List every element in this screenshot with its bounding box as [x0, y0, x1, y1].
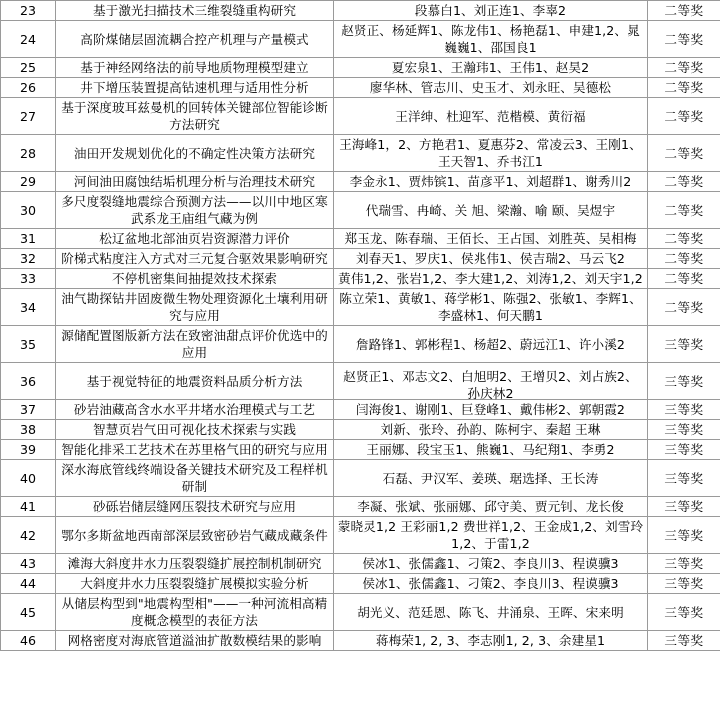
paper-title-cell: 基于视觉特征的地震资料品质分析方法 — [56, 363, 334, 400]
row-index-cell: 39 — [1, 440, 56, 460]
paper-title-cell: 河间油田腐蚀结垢机理分析与治理技术研究 — [56, 172, 334, 192]
table-row — [1, 554, 720, 574]
paper-authors-cell: 赵贤正、杨延辉1、陈龙伟1、杨艳磊1、申建1,2、晁巍巍1、邵国良1 — [334, 21, 648, 58]
paper-authors-cell: 段慕白1、刘正连1、李辜2 — [334, 1, 648, 21]
table-row — [1, 78, 720, 98]
table-row — [1, 172, 720, 192]
row-index-cell: 40 — [1, 460, 56, 497]
award-level-cell: 二等奖 — [648, 135, 720, 172]
award-level-cell: 二等奖 — [648, 21, 720, 58]
award-level-cell: 二等奖 — [648, 98, 720, 135]
paper-authors-cell: 王洋绅、杜迎军、范楷模、黄衍福 — [334, 98, 648, 135]
award-level-cell: 二等奖 — [648, 269, 720, 289]
paper-title-cell: 从储层构型到"地震构型相"——一种河流相高精度概念模型的表征方法 — [56, 594, 334, 631]
paper-title-cell: 源储配置图版新方法在致密油甜点评价优选中的应用 — [56, 326, 334, 363]
table-row — [1, 594, 720, 631]
paper-title-cell: 基于深度玻耳兹曼机的回转体关键部位智能诊断方法研究 — [56, 98, 334, 135]
row-index-cell: 23 — [1, 1, 56, 21]
row-index-cell: 37 — [1, 400, 56, 420]
award-level-cell: 二等奖 — [648, 1, 720, 21]
table-row — [1, 289, 720, 326]
award-level-cell: 三等奖 — [648, 460, 720, 497]
paper-title-cell: 油田开发规划优化的不确定性决策方法研究 — [56, 135, 334, 172]
table-row — [1, 460, 720, 497]
table-row — [1, 58, 720, 78]
paper-title-cell: 大斜度井水力压裂裂缝扩展模拟实验分析 — [56, 574, 334, 594]
paper-authors-cell: 李凝、张斌、张丽娜、邱守美、贾元钊、龙长俊 — [334, 497, 648, 517]
paper-authors-cell: 夏宏泉1、王瀚玮1、王伟1、赵昊2 — [334, 58, 648, 78]
paper-title-cell: 井下增压装置提高钻速机理与适用性分析 — [56, 78, 334, 98]
award-level-cell: 二等奖 — [648, 58, 720, 78]
row-index-cell: 42 — [1, 517, 56, 554]
table-row — [1, 326, 720, 363]
award-level-cell: 二等奖 — [648, 172, 720, 192]
paper-authors-cell: 代瑞雪、冉崎、关 旭、梁瀚、喻 颐、吴煜宇 — [334, 192, 648, 229]
table-row — [1, 440, 720, 460]
table-row — [1, 229, 720, 249]
row-index-cell: 36 — [1, 363, 56, 400]
row-index-cell: 28 — [1, 135, 56, 172]
paper-authors-cell: 胡光义、范廷恩、陈飞、井涌泉、王晖、宋来明 — [334, 594, 648, 631]
award-level-cell: 三等奖 — [648, 497, 720, 517]
award-level-cell: 二等奖 — [648, 78, 720, 98]
paper-title-cell: 阶梯式粘度注入方式对三元复合驱效果影响研究 — [56, 249, 334, 269]
table-row — [1, 135, 720, 172]
row-index-cell: 46 — [1, 631, 56, 651]
award-level-cell: 三等奖 — [648, 440, 720, 460]
paper-authors-cell: 王海峰1，2、方艳君1、夏惠芬2、常凌云3、王刚1、王天智1、乔书江1 — [334, 135, 648, 172]
paper-authors-cell: 廖华林、管志川、史玉才、刘永旺、吴德松 — [334, 78, 648, 98]
row-index-cell: 44 — [1, 574, 56, 594]
row-index-cell: 41 — [1, 497, 56, 517]
table-row — [1, 420, 720, 440]
award-level-cell: 三等奖 — [648, 594, 720, 631]
award-level-cell: 二等奖 — [648, 229, 720, 249]
paper-title-cell: 不停机密集间抽提效技术探索 — [56, 269, 334, 289]
paper-authors-cell: 侯冰1、张儒鑫1、刁策2、李良川3、程谟骥3 — [334, 574, 648, 594]
table-row — [1, 98, 720, 135]
award-level-cell: 三等奖 — [648, 400, 720, 420]
row-index-cell: 30 — [1, 192, 56, 229]
row-index-cell: 26 — [1, 78, 56, 98]
paper-title-cell: 砂岩油藏高含水水平井堵水治理模式与工艺 — [56, 400, 334, 420]
table-row — [1, 192, 720, 229]
paper-authors-cell: 蒙晓灵1,2 王彩丽1,2 费世祥1,2、王金成1,2、刘雪玲1,2、于雷1,2 — [334, 517, 648, 554]
row-index-cell: 24 — [1, 21, 56, 58]
paper-title-cell: 网格密度对海底管道溢油扩散数模结果的影响 — [56, 631, 334, 651]
row-index-cell: 45 — [1, 594, 56, 631]
award-level-cell: 三等奖 — [648, 363, 720, 400]
award-level-cell: 二等奖 — [648, 249, 720, 269]
paper-title-cell: 砂砾岩储层缝网压裂技术研究与应用 — [56, 497, 334, 517]
table-row — [1, 363, 720, 400]
row-index-cell: 35 — [1, 326, 56, 363]
table-row — [1, 1, 720, 21]
award-level-cell: 三等奖 — [648, 574, 720, 594]
row-index-cell: 43 — [1, 554, 56, 574]
paper-title-cell: 智慧页岩气田可视化技术探索与实践 — [56, 420, 334, 440]
paper-authors-cell: 黄伟1,2、张岩1,2、李大建1,2、刘涛1,2、刘天宇1,2 — [334, 269, 648, 289]
paper-title-cell: 智能化排采工艺技术在苏里格气田的研究与应用 — [56, 440, 334, 460]
award-level-cell: 三等奖 — [648, 326, 720, 363]
paper-title-cell: 滩海大斜度井水力压裂裂缝扩展控制机制研究 — [56, 554, 334, 574]
award-level-cell: 三等奖 — [648, 554, 720, 574]
row-index-cell: 32 — [1, 249, 56, 269]
paper-authors-cell: 石磊、尹汉军、姜瑛、琚选择、王长涛 — [334, 460, 648, 497]
paper-title-cell: 基于激光扫描技术三维裂缝重构研究 — [56, 1, 334, 21]
table-row — [1, 497, 720, 517]
paper-authors-cell: 陈立荣1、黄敏1、蒋学彬1、陈强2、张敏1、李辉1、李盛林1、何天鹏1 — [334, 289, 648, 326]
paper-authors-cell: 侯冰1、张儒鑫1、刁策2、李良川3、程谟骥3 — [334, 554, 648, 574]
paper-authors-cell: 李金永1、贾炜镔1、苗彦平1、刘超群1、谢秀川2 — [334, 172, 648, 192]
table-row — [1, 517, 720, 554]
paper-title-cell: 油气勘探钻井固废微生物处理资源化土壤利用研究与应用 — [56, 289, 334, 326]
paper-title-cell: 深水海底管线终端设备关键技术研究及工程样机研制 — [56, 460, 334, 497]
row-index-cell: 33 — [1, 269, 56, 289]
paper-authors-cell: 王丽娜、段宝玉1、熊巍1、马纪翔1、李勇2 — [334, 440, 648, 460]
paper-authors-cell: 刘新、张玲、孙韵、陈柯宇、秦超 王琳 — [334, 420, 648, 440]
paper-authors-cell: 蒋梅荣1, 2, 3、李志刚1, 2, 3、余建星1 — [334, 631, 648, 651]
paper-title-cell: 高阶煤储层固流耦合控产机理与产量模式 — [56, 21, 334, 58]
award-level-cell: 三等奖 — [648, 420, 720, 440]
table-row — [1, 249, 720, 269]
row-index-cell: 27 — [1, 98, 56, 135]
paper-authors-cell: 赵贤正1、邓志文2、白旭明2、王增贝2、刘占族2、孙庆林2 — [334, 367, 648, 404]
paper-title-cell: 基于神经网络法的前导地质物理模型建立 — [56, 58, 334, 78]
row-index-cell: 25 — [1, 58, 56, 78]
table-row — [1, 574, 720, 594]
row-index-cell: 31 — [1, 229, 56, 249]
paper-title-cell: 鄂尔多斯盆地西南部深层致密砂岩气藏成藏条件 — [56, 517, 334, 554]
paper-authors-cell: 郑玉龙、陈春瑞、王佰长、王占国、刘胜英、吴相梅 — [334, 229, 648, 249]
award-table-body — [1, 1, 720, 651]
row-index-cell: 29 — [1, 172, 56, 192]
paper-title-cell: 多尺度裂缝地震综合预测方法——以川中地区寒武系龙王庙组气藏为例 — [56, 192, 334, 229]
paper-authors-cell: 刘春天1、罗庆1、侯兆伟1、侯吉瑞2、马云飞2 — [334, 249, 648, 269]
table-row — [1, 631, 720, 651]
award-level-cell: 三等奖 — [648, 631, 720, 651]
paper-title-cell: 松辽盆地北部油页岩资源潜力评价 — [56, 229, 334, 249]
paper-authors-cell: 闫海俊1、谢刚1、巨登峰1、戴伟彬2、郭朝霞2 — [334, 400, 648, 420]
award-level-cell: 三等奖 — [648, 517, 720, 554]
table-row — [1, 21, 720, 58]
row-index-cell: 34 — [1, 289, 56, 326]
row-index-cell: 38 — [1, 420, 56, 440]
award-level-cell: 二等奖 — [648, 192, 720, 229]
table-row — [1, 269, 720, 289]
paper-authors-cell: 詹路锋1、郭彬程1、杨超2、蔚远江1、许小溪2 — [334, 326, 648, 363]
award-level-cell: 二等奖 — [648, 289, 720, 326]
